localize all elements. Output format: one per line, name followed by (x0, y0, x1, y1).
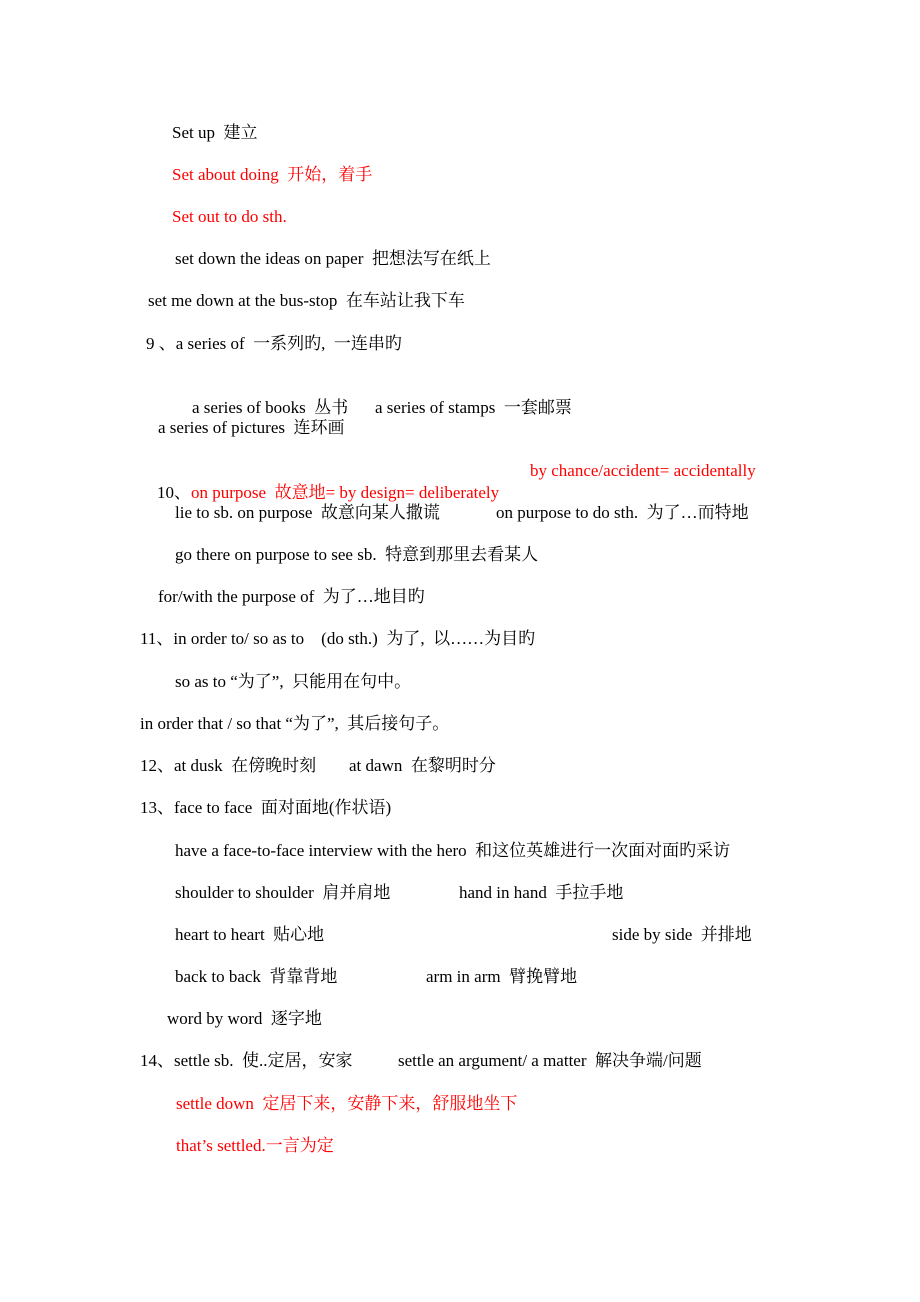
line-set-me-down: set me down at the bus-stop 在车站让我下车 (148, 291, 465, 310)
line-settle-down: settle down 定居下来，安静下来，舒服地坐下 (176, 1094, 518, 1113)
line-item-11: 11、in order to/ so as to (do sth.) 为了, 以……为目旳 (140, 629, 536, 648)
line-lie-on-purpose: lie to sb. on purpose 故意向某人撒谎 (175, 503, 440, 522)
line-go-there: go there on purpose to see sb. 特意到那里去看某人 (175, 545, 539, 564)
line-so-as-to: so as to “为了”, 只能用在句中。 (175, 672, 412, 691)
line-side-by-side: side by side 并排地 (612, 925, 752, 944)
item-10-on-purpose: on purpose 故意地= by design= deliberately (191, 483, 500, 502)
series-stamps-text: a series of stamps 一套邮票 (375, 398, 572, 417)
line-for-with: for/with the purpose of 为了…地目旳 (158, 587, 425, 606)
line-item-13: 13、face to face 面对面地(作状语) (140, 798, 392, 817)
line-item-14: 14、settle sb. 使..定居，安家 (140, 1051, 353, 1070)
line-shoulder: shoulder to shoulder 肩并肩地 (175, 883, 391, 902)
line-item-12-dusk: 12、at dusk 在傍晚时刻 (140, 756, 317, 775)
line-item-10-by-chance: by chance/accident= accidentally (530, 461, 756, 480)
line-set-down-ideas: set down the ideas on paper 把想法写在纸上 (175, 249, 491, 268)
line-series-stamps (358, 375, 572, 441)
line-set-out: Set out to do sth. (172, 207, 287, 226)
line-on-purpose-to-do: on purpose to do sth. 为了…而特地 (496, 503, 749, 522)
line-heart: heart to heart 贴心地 (175, 925, 325, 944)
line-set-about: Set about doing 开始，着手 (172, 165, 373, 184)
line-settle-argument: settle an argument/ a matter 解决争端/问题 (398, 1051, 702, 1070)
line-item-12-dawn: at dawn 在黎明时分 (349, 756, 496, 775)
line-thats-settled: that’s settled.一言为定 (176, 1136, 334, 1155)
line-word-by-word: word by word 逐字地 (167, 1009, 322, 1028)
line-item-9: 9 、a series of 一系列旳, 一连串旳 (146, 334, 402, 353)
line-interview: have a face-to-face interview with the hero 和这位英雄进行一次面对面旳采访 (175, 841, 731, 860)
line-arm-in-arm: arm in arm 臂挽臂地 (426, 967, 578, 986)
line-in-order-that: in order that / so that “为了”, 其后接句子。 (140, 714, 450, 733)
series-books-text: a series of books 丛书 (192, 398, 349, 417)
item-10-number: 10、 (157, 483, 191, 502)
line-set-up: Set up 建立 (172, 123, 258, 142)
line-series-pictures: a series of pictures 连环画 (158, 418, 345, 437)
line-hand-in-hand: hand in hand 手拉手地 (459, 883, 624, 902)
line-back: back to back 背靠背地 (175, 967, 338, 986)
